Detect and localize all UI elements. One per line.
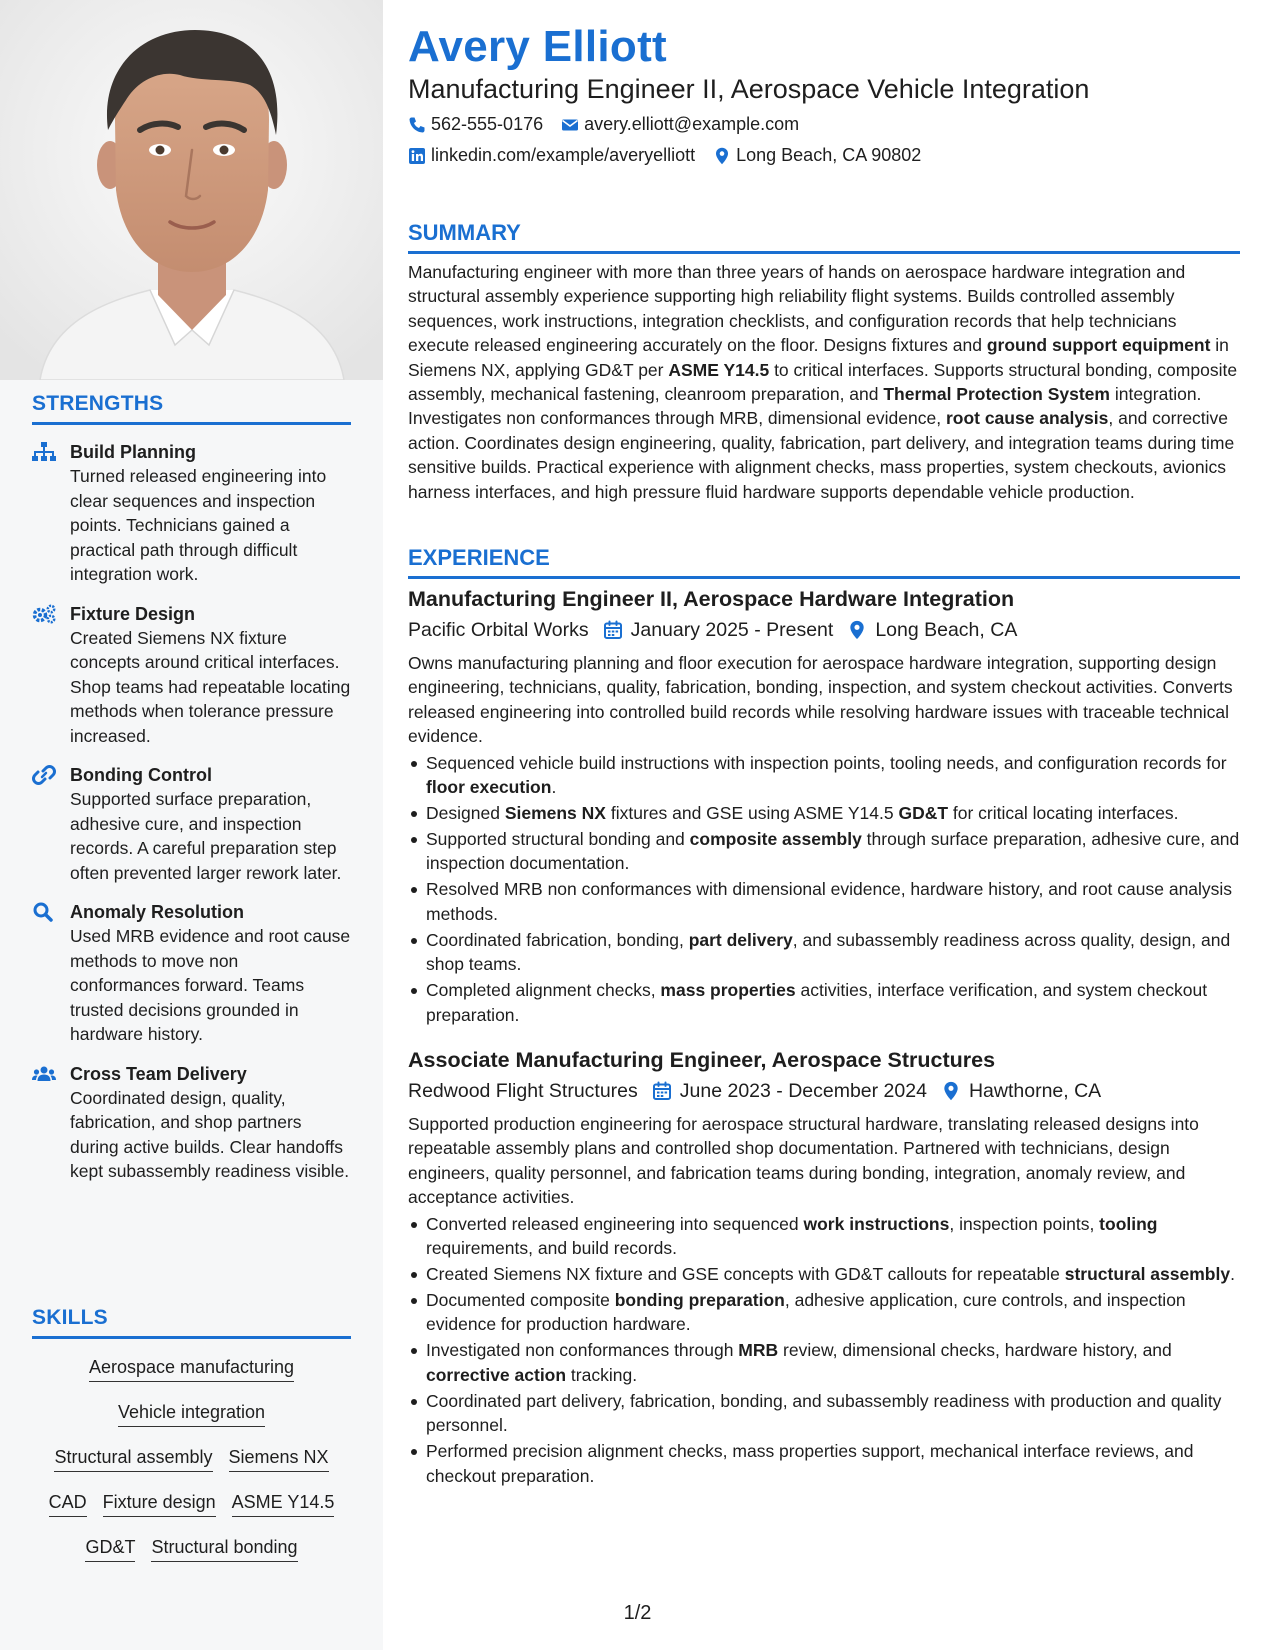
strength-desc: Created Siemens NX fixture concepts around critical interfaces. Shop teams had repeatable locating methods when tolerance pressure increased.: [70, 627, 351, 746]
bullet-item: Completed alignment checks, mass properties activities, interface verification, and system checkout preparation.: [408, 978, 1240, 1027]
summary-segment: , and corrective action. Coordinates design engineering, quality, fabrication, part delivery, and integration teams during time sensitive builds. Practical experience with alignment checks, mass properties, system checkouts, avionics harness interfaces, and high pressure fluid hardware supports dependable vehicle production.: [408, 408, 1235, 502]
dates-text: June 2023 - December 2024: [679, 1080, 927, 1102]
job-description: Supported production engineering for aerospace structural hardware, translating released designs into repeatable assembly plans and controlled shop documentation. Partnered with technicians, design engineers, quality personnel, and fabrication teams during bonding, integration, anomaly review, and acceptance activities.: [408, 1114, 1199, 1208]
map-pin-icon: [713, 147, 731, 165]
bullet-item: Converted released engineering into sequenced work instructions, inspection points, tooling requirements, and build records.: [408, 1212, 1240, 1261]
candidate-name: Avery Elliott: [408, 22, 668, 71]
strength-title: Cross Team Delivery: [70, 1063, 247, 1084]
bullet-item: Created Siemens NX fixture and GSE concepts with GD&T callouts for repeatable structural assembly.: [408, 1262, 1240, 1286]
company-text: Redwood Flight Structures: [408, 1080, 638, 1102]
search-icon: [32, 902, 56, 922]
skill-tag: Vehicle integration: [118, 1400, 265, 1427]
strength-item: [32, 763, 351, 885]
job-company: [408, 616, 589, 644]
envelope-icon: [561, 116, 579, 134]
link-icon: [32, 765, 56, 785]
job-entry: [408, 1046, 1240, 1490]
job-company: [408, 1077, 638, 1105]
contact-row: [408, 145, 939, 166]
bullet-item: Designed Siemens NX fixtures and GSE using ASME Y14.5 GD&T for critical locating interfaces.: [408, 801, 1240, 825]
skill-tag: CAD: [49, 1490, 87, 1517]
sidebar: [0, 0, 383, 1650]
job-meta: [408, 616, 1240, 644]
contact-phone[interactable]: [408, 114, 543, 135]
skills-list: [32, 1355, 351, 1562]
strength-title: Bonding Control: [70, 765, 212, 785]
location-text: Long Beach, CA 90802: [736, 145, 922, 165]
skill-tag: Siemens NX: [229, 1445, 329, 1472]
skill-tag: Fixture design: [103, 1490, 216, 1517]
skill-tag: ASME Y14.5: [232, 1490, 335, 1517]
job-title: Manufacturing Engineer II, Aerospace Hardware Integration: [408, 587, 1015, 611]
bullet-item: Investigated non conformances through MRB review, dimensional checks, hardware history, and corrective action tracking.: [408, 1338, 1240, 1387]
map-pin-icon: [847, 620, 867, 640]
strengths-title: STRENGTHS: [32, 392, 351, 425]
skills-title: SKILLS: [32, 1306, 351, 1339]
gears-icon: [32, 604, 56, 624]
contact-location: [713, 145, 921, 166]
summary-title: SUMMARY: [408, 220, 1240, 254]
email-text: avery.elliott@example.com: [584, 114, 800, 134]
company-text: Pacific Orbital Works: [408, 619, 589, 641]
bullet-item: Resolved MRB non conformances with dimensional evidence, hardware history, and root cause analysis methods.: [408, 877, 1240, 926]
contact-email[interactable]: [561, 114, 799, 135]
skill-tag: Structural bonding: [151, 1535, 297, 1562]
strength-desc: Used MRB evidence and root cause methods to move non conformances forward. Teams trusted decisions grounded in hardware history.: [70, 926, 351, 1044]
profile-photo: [0, 0, 383, 380]
summary-segment: integration. Investigates non conformances through MRB, dimensional evidence,: [408, 384, 1202, 429]
strengths-section: [32, 392, 351, 1184]
job-location: [941, 1077, 1101, 1105]
strength-item: [32, 602, 351, 749]
skill-tag: GD&T: [85, 1535, 135, 1562]
experience-title: EXPERIENCE: [408, 545, 1240, 579]
job-dates: [652, 1077, 927, 1105]
strength-item: [32, 900, 351, 1047]
summary-segment: in Siemens NX, applying GD&T per: [408, 335, 1229, 380]
location-text: Hawthorne, CA: [968, 1080, 1102, 1102]
job-meta: [408, 1077, 1240, 1105]
strength-desc: Turned released engineering into clear sequences and inspection points. Technicians gained a practical path through difficult integration work.: [70, 466, 327, 584]
linkedin-text: linkedin.com/example/averyelliott: [431, 145, 696, 165]
calendar-icon: [652, 1081, 672, 1101]
page-number: 1/2: [623, 1602, 652, 1624]
bullet-item: Coordinated fabrication, bonding, part delivery, and subassembly readiness across quality, design, and shop teams.: [408, 928, 1240, 977]
job-bullets: [408, 1212, 1240, 1488]
candidate-title: Manufacturing Engineer II, Aerospace Vehicle Integration: [408, 74, 1090, 104]
job-bullets: [408, 751, 1240, 1027]
strength-title: Anomaly Resolution: [70, 902, 245, 922]
phone-text: 562-555-0176: [431, 114, 544, 134]
phone-icon: [408, 116, 426, 134]
job-location: [847, 616, 1017, 644]
skill-tag: Structural assembly: [54, 1445, 212, 1472]
summary-highlight: root cause analysis: [945, 408, 1109, 429]
bullet-item: Supported structural bonding and composite assembly through surface preparation, adhesive cure, and inspection documentation.: [408, 827, 1240, 876]
summary-highlight: ground support equipment: [986, 335, 1211, 356]
bullet-item: Documented composite bonding preparation, adhesive application, cure controls, and inspection evidence for production hardware.: [408, 1288, 1240, 1337]
strength-title: Build Planning: [70, 442, 196, 462]
job-title: Associate Manufacturing Engineer, Aerospace Structures: [408, 1048, 996, 1072]
contact-linkedin[interactable]: [408, 145, 695, 166]
summary-segment: Manufacturing engineer with more than three years of hands on aerospace hardware integration and structural assembly experience supporting high reliability flight systems. Builds controlled assembly sequences, work instructions, integration checklists, and configuration records that help technicians execute released engineering accurately on the floor. Designs fixtures and: [408, 262, 1186, 356]
summary-highlight: ASME Y14.5: [668, 359, 770, 380]
job-dates: [603, 616, 834, 644]
calendar-icon: [603, 620, 623, 640]
summary-text: [408, 260, 1240, 504]
bullet-item: Performed precision alignment checks, mass properties support, mechanical interface reviews, and checkout preparation.: [408, 1439, 1240, 1488]
skills-section: [32, 1306, 351, 1562]
summary-highlight: Thermal Protection System: [883, 384, 1110, 405]
map-pin-icon: [941, 1081, 961, 1101]
sitemap-icon: [32, 442, 56, 462]
bullet-item: Coordinated part delivery, fabrication, bonding, and subassembly readiness with production and quality personnel.: [408, 1389, 1240, 1438]
skill-tag: Aerospace manufacturing: [89, 1355, 294, 1382]
strength-desc: Supported surface preparation, adhesive cure, and inspection records. A careful preparation step often prevented larger rework later.: [70, 789, 342, 883]
contact-row: [408, 114, 817, 135]
location-text: Long Beach, CA: [875, 619, 1018, 641]
strength-title: Fixture Design: [70, 603, 196, 624]
bullet-item: Sequenced vehicle build instructions with inspection points, tooling needs, and configuration records for floor execution.: [408, 751, 1240, 800]
strength-item: [32, 1062, 351, 1184]
job-entry: [408, 585, 1240, 1029]
users-icon: [32, 1064, 56, 1084]
summary-segment: to critical interfaces. Supports structural bonding, composite assembly, mechanical fastening, cleanroom preparation, and: [408, 359, 1238, 405]
job-description: Owns manufacturing planning and floor execution for aerospace hardware integration, supporting design engineering, technicians, quality, fabrication, bonding, inspection, and system checkout activities. Converts released engineering into controlled build records while resolving hardware issues with traceable technical evidence.: [408, 653, 1233, 747]
dates-text: January 2025 - Present: [630, 619, 834, 641]
strength-item: [32, 440, 351, 587]
linkedin-icon: [408, 147, 426, 165]
strength-desc: Coordinated design, quality, fabrication, and shop partners during active builds. Clear handoffs kept subassembly readiness visible.: [70, 1087, 350, 1181]
